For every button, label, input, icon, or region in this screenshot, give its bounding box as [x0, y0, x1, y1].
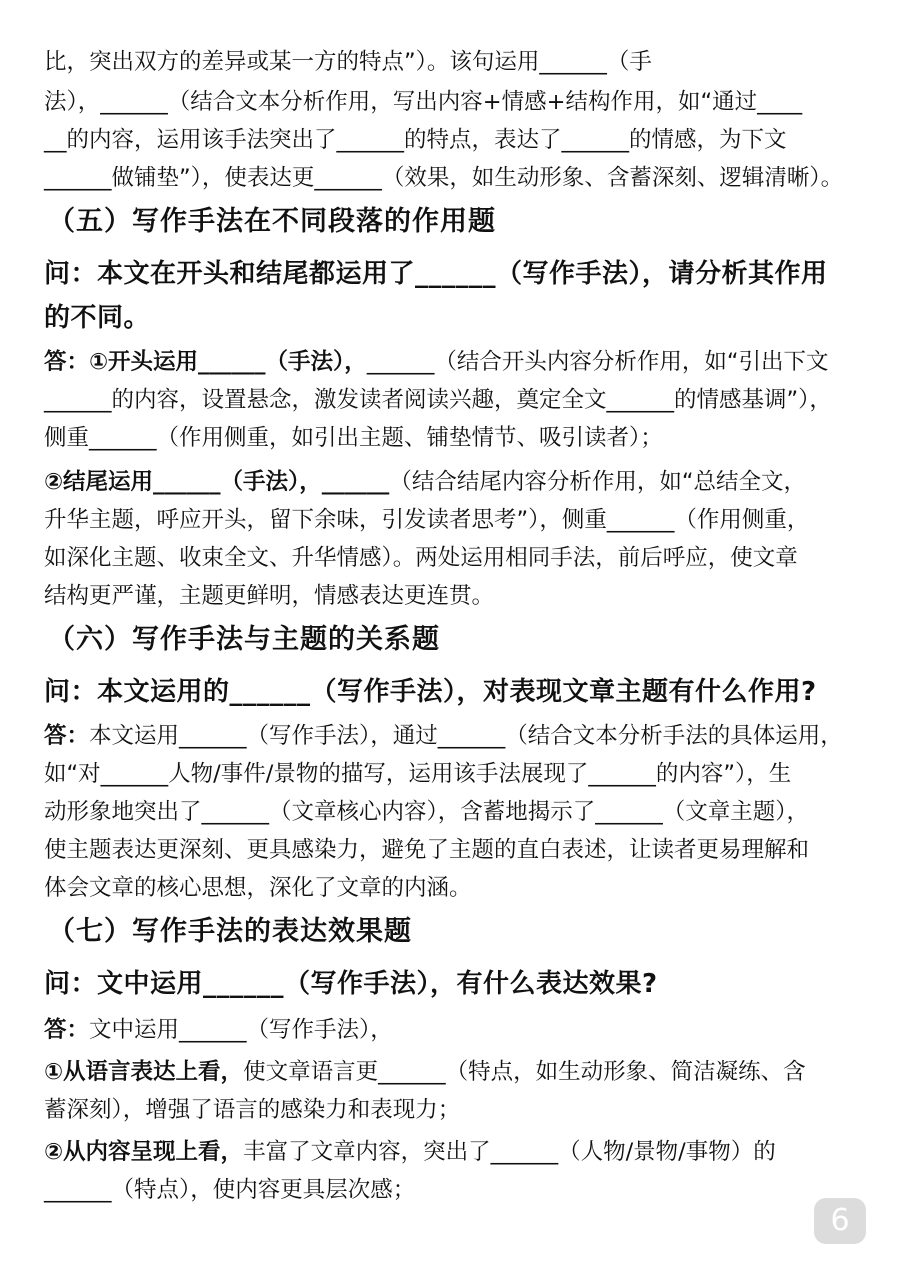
section-heading-7: （七）写作手法的表达效果题 [48, 916, 412, 947]
answer-text: 本文运用______（写作手法），通过______（结合文本分析手法的具体运用， [89, 723, 843, 749]
question-line: 问：本文在开头和结尾都运用了______（写作手法），请分析其作用 [44, 259, 828, 289]
question-line: 的不同。 [44, 303, 151, 333]
answer-line [44, 346, 828, 378]
page-number-badge: 6 [814, 1198, 866, 1244]
answer-text: 使文章语言更______（特点，如生动形象、简洁凝练、含 [243, 1059, 806, 1085]
answer-line [44, 1136, 776, 1168]
answer-line: ______（特点），使内容更具层次感； [44, 1177, 416, 1203]
answer-line [44, 1056, 806, 1088]
answer-line [44, 1014, 393, 1046]
answer-label: 答：①开头运用______（手法）， [44, 349, 367, 375]
answer-line: 体会文章的核心思想，深化了文章的内涵。 [44, 875, 472, 901]
text-line: 比，突出双方的差异或某一方的特点”）。该句运用______（手 [44, 49, 652, 75]
section-heading-6: （六）写作手法与主题的关系题 [48, 624, 440, 655]
answer-line: 结构更严谨，主题更鲜明，情感表达更连贯。 [44, 583, 495, 609]
answer-line: 使主题表达更深刻、更具感染力，避免了主题的直白表述，让读者更易理解和 [44, 837, 810, 863]
answer-line: ______的内容，设置悬念，激发读者阅读兴趣，奠定全文______的情感基调”）， [44, 387, 832, 413]
answer-line: 升华主题，呼应开头，留下余味，引发读者思考”），侧重______（作用侧重， [44, 507, 810, 533]
answer-label: ②结尾运用______（手法），______ [44, 469, 390, 495]
answer-line: 如“对______人物/事件/景物的描写，运用该手法展现了______的内容”），生 [44, 761, 792, 787]
answer-line [44, 720, 843, 752]
section-heading-5: （五）写作手法在不同段落的作用题 [48, 206, 496, 237]
answer-line [44, 466, 806, 498]
question-line: 问：本文运用的______（写作手法），对表现文章主题有什么作用? [44, 677, 817, 707]
answer-text: （结合结尾内容分析作用，如“总结全文， [389, 469, 806, 495]
answer-label: ②从内容呈现上看， [44, 1139, 244, 1165]
question-line: 问：文中运用______（写作手法），有什么表达效果? [44, 969, 658, 999]
answer-text: 丰富了文章内容，突出了______（人物/景物/事物）的 [243, 1139, 776, 1165]
answer-label: 答： [44, 723, 90, 749]
answer-label: 答： [44, 1017, 90, 1043]
answer-line: 动形象地突出了______（文章核心内容），含蓄地揭示了______（文章主题）， [44, 799, 810, 825]
answer-line: 如深化主题、收束全文、升华情感）。两处运用相同手法，前后呼应，使文章 [44, 545, 798, 571]
answer-text: 文中运用______（写作手法）， [89, 1017, 393, 1043]
answer-line: 蓄深刻），增强了语言的感染力和表现力； [44, 1097, 461, 1123]
text-line: 法），______（结合文本分析作用，写出内容+情感+结构作用，如“通过____ [44, 89, 803, 115]
answer-label: ①从语言表达上看， [44, 1059, 244, 1085]
answer-line: 侧重______（作用侧重，如引出主题、铺垫情节、吸引读者）； [44, 425, 663, 451]
text-line: ______做铺垫”），使表达更______（效果，如生动形象、含蓄深刻、逻辑清晰）。 [44, 165, 844, 191]
answer-text: ______（结合开头内容分析作用，如“引出下文 [366, 349, 829, 375]
text-line: __的内容，运用该手法突出了______的特点，表达了______的情感，为下文 [44, 127, 787, 153]
